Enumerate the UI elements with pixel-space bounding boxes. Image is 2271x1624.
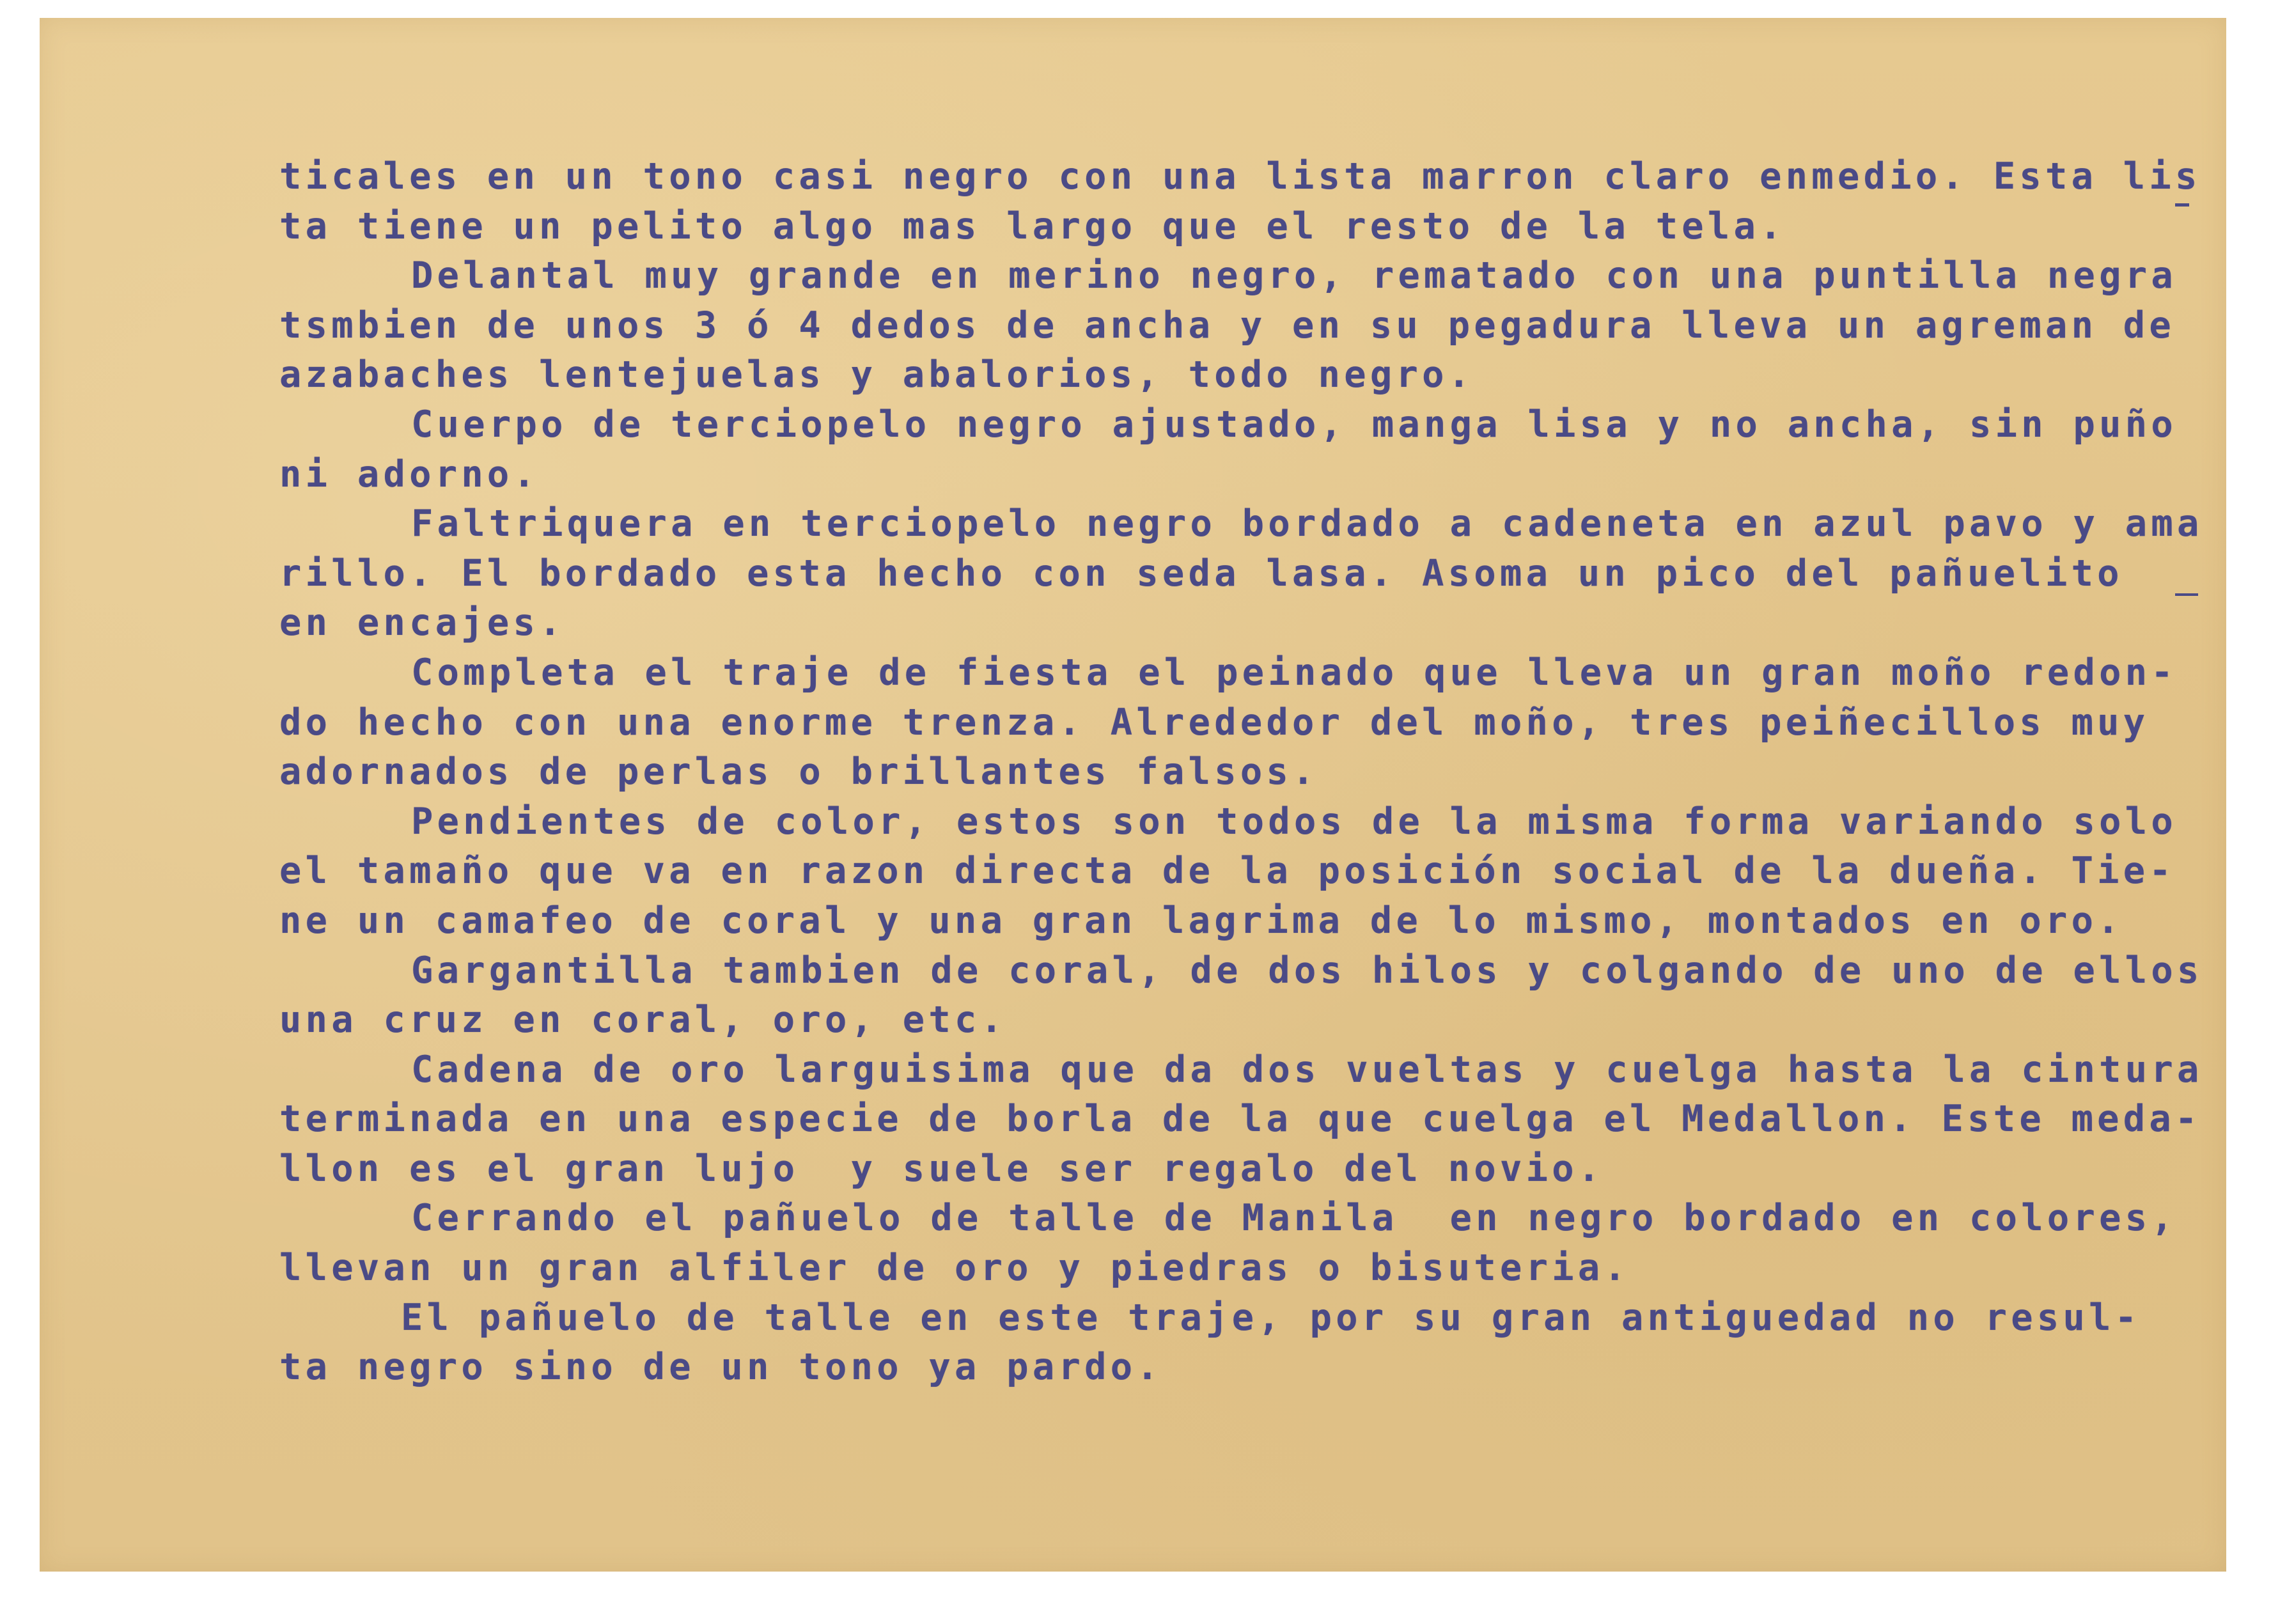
text-line: azabaches lentejuelas y abalorios, todo negro. (279, 354, 1474, 396)
paragraph-first-line: El pañuelo de talle en este traje, por su gran antiguedad no resul- (401, 1296, 2141, 1339)
paragraph-first-line: Delantal muy grande en merino negro, rematado con una puntilla negra (411, 254, 2177, 297)
paragraph-first-line: Completa el traje de fiesta el peinado que lleva un gran moño redon- (411, 651, 2177, 694)
text-line: ticales en un tono casi negro con una lista marron claro enmedio. Esta lis (279, 155, 2201, 198)
text-line: una cruz en coral, oro, etc. (279, 999, 1007, 1042)
hyphen-mark (2175, 203, 2189, 207)
paragraph-first-line: Cuerpo de terciopelo negro ajustado, manga lisa y no ancha, sin puño (411, 403, 2177, 446)
text-body (279, 152, 2223, 1393)
text-line: do hecho con una enorme trenza. Alrededor del moño, tres peiñecillos muy (279, 701, 2150, 744)
text-line: ne un camafeo de coral y una gran lagrima de lo mismo, montados en oro. (279, 899, 2123, 942)
text-line: terminada en una especie de borla de la que cuelga el Medallon. Este meda- (279, 1098, 2201, 1141)
text-line: ta tiene un pelito algo mas largo que el resto de la tela. (279, 205, 1786, 247)
text-line: ta negro sino de un tono ya pardo. (279, 1346, 1162, 1389)
text-line: adornados de perlas o brillantes falsos. (279, 751, 1318, 793)
text-line: el tamaño que va en razon directa de la posición social de la dueña. Tie- (279, 850, 2176, 893)
paragraph-first-line: Cadena de oro larguisima que da dos vueltas y cuelga hasta la cintura (411, 1048, 2203, 1091)
text-line: tsmbien de unos 3 ó 4 dedos de ancha y en su pegadura lleva un agreman de (279, 304, 2176, 347)
paragraph-first-line: Cerrando el pañuelo de talle de Manila en negro bordado en colores, (411, 1197, 2177, 1240)
typewritten-page (40, 18, 2226, 1572)
text-line: ni adorno. (279, 453, 540, 496)
underline-mark (2175, 593, 2198, 596)
text-line: rillo. El bordado esta hecho con seda lasa. Asoma un pico del pañuelito (279, 552, 2123, 595)
paragraph-first-line: Faltriquera en terciopelo negro bordado a cadeneta en azul pavo y ama (411, 503, 2203, 545)
text-line: llon es el gran lujo y suele ser regalo del novio. (279, 1147, 1604, 1190)
paragraph-first-line: Pendientes de color, estos son todos de la misma forma variando solo (411, 800, 2177, 843)
text-line: llevan un gran alfiler de oro y piedras o bisuteria. (279, 1247, 1630, 1290)
paragraph-first-line: Gargantilla tambien de coral, de dos hilos y colgando de uno de ellos (411, 949, 2203, 992)
text-line: en encajes. (279, 602, 565, 644)
